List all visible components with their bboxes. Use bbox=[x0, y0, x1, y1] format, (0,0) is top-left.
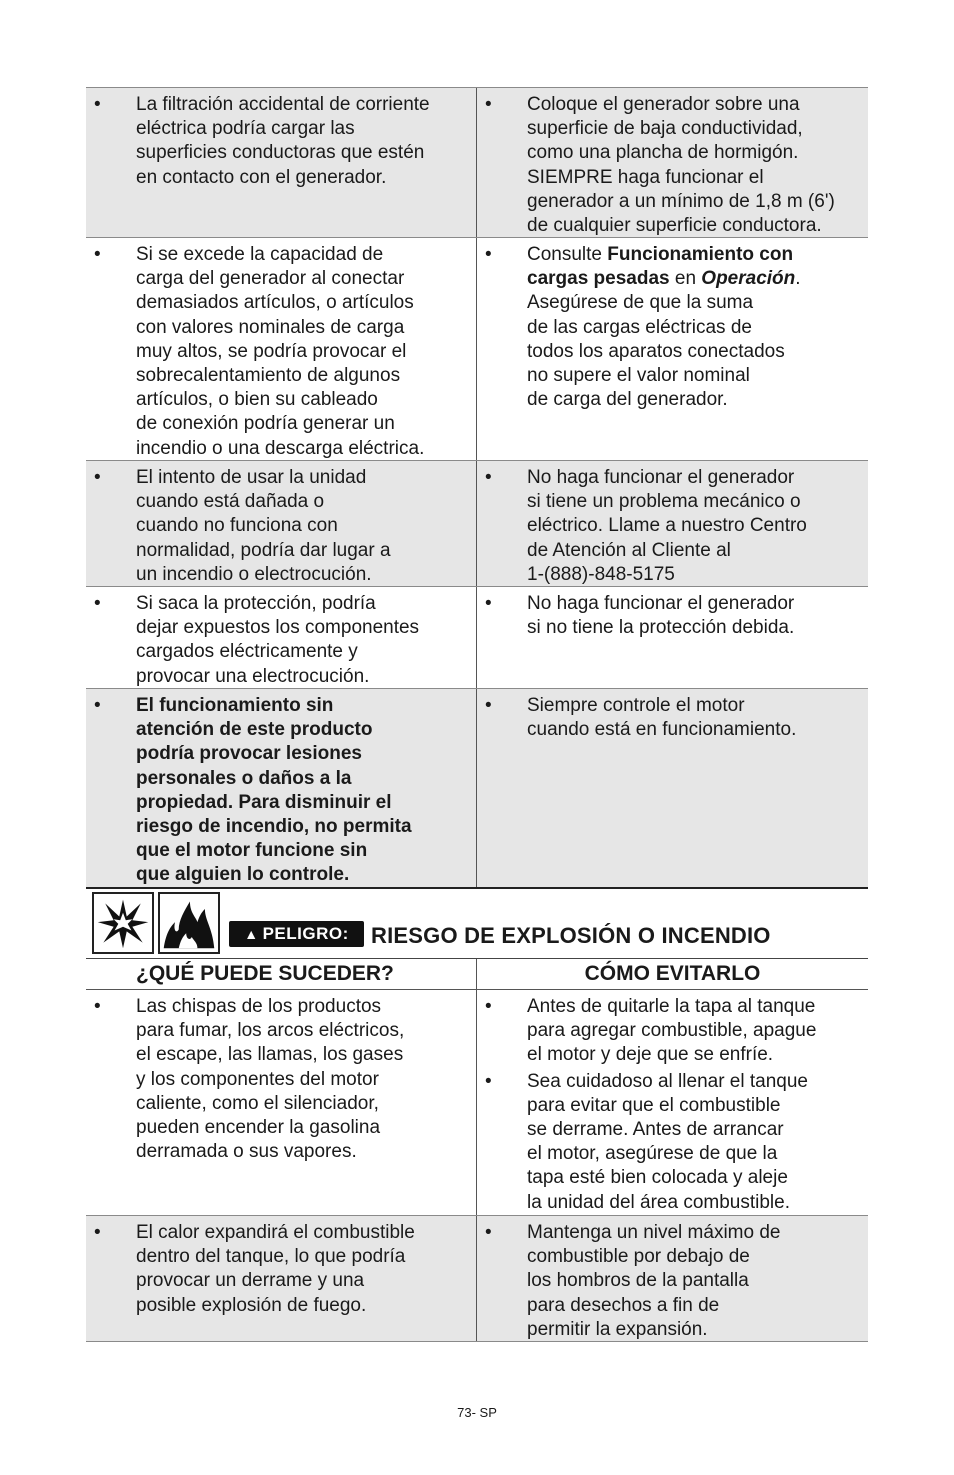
bullet: • bbox=[94, 695, 101, 716]
bullet: • bbox=[94, 996, 101, 1017]
table-row bbox=[86, 1216, 868, 1342]
avoid-text-part: . Asegúrese de que la suma de las cargas eléctricas de todos los aparatos conectados no supere el valor nominal de carga del generador. bbox=[527, 268, 801, 411]
bullet: • bbox=[485, 1222, 492, 1243]
hazard-text: Si saca la protección, podría dejar expuestos los componentes cargados eléctricamente y provocar una electrocución. bbox=[136, 593, 420, 687]
avoid-cell bbox=[477, 1216, 868, 1341]
table-row bbox=[86, 990, 868, 1216]
danger-badge-label: PELIGRO: bbox=[262, 924, 349, 943]
bullet: • bbox=[485, 593, 492, 614]
hazard-cell bbox=[86, 587, 477, 688]
hazard-text: El calor expandirá el combustible dentro del tanque, lo que podría provocar un derrame y una posible explosión de fuego. bbox=[136, 1222, 415, 1316]
avoid-text-part: Consulte bbox=[527, 244, 608, 265]
avoid-cell bbox=[477, 587, 868, 688]
bullet: • bbox=[485, 467, 492, 488]
warning-triangle-icon: ▲ bbox=[244, 926, 259, 942]
avoid-cell bbox=[477, 990, 868, 1215]
bullet: • bbox=[94, 94, 101, 115]
danger-title: RIESGO DE EXPLOSIÓN O INCENDIO bbox=[371, 923, 771, 948]
bullet: • bbox=[94, 467, 101, 488]
avoid-text: No haga funcionar el generador si no tiene la protección debida. bbox=[527, 593, 795, 639]
bullet: • bbox=[94, 593, 101, 614]
hazard-cell bbox=[86, 88, 477, 237]
table-row bbox=[86, 461, 868, 587]
hazard-text: El intento de usar la unidad cuando está dañada o cuando no funciona con normalidad, podría dar lugar a un incendio o electrocución. bbox=[136, 467, 391, 585]
avoid-text: Coloque el generador sobre una superficie de baja conductividad, como una plancha de hormigón. SIEMPRE haga funcionar el generador a un mínimo de 1,8 m (6') de cualquier superficie conductora. bbox=[527, 94, 835, 237]
section-reference: Funcionamiento con cargas pesadas bbox=[527, 244, 794, 290]
table-row bbox=[86, 689, 868, 889]
table-header bbox=[86, 959, 868, 990]
hazard-cell bbox=[86, 238, 477, 460]
chapter-reference: Operación bbox=[701, 268, 796, 290]
column-header-how-to-avoid: CÓMO EVITARLO bbox=[584, 962, 761, 985]
column-header-what-can-happen: ¿QUÉ PUEDE SUCEDER? bbox=[86, 959, 477, 989]
table-row bbox=[86, 238, 868, 461]
avoid-text bbox=[527, 243, 868, 412]
danger-header bbox=[86, 888, 868, 959]
bullet: • bbox=[485, 996, 492, 1017]
explosion-icon bbox=[92, 892, 154, 954]
fire-icon bbox=[158, 892, 220, 954]
bullet: • bbox=[485, 94, 492, 115]
hazard-table-continued bbox=[86, 87, 868, 889]
avoid-cell bbox=[477, 461, 868, 586]
avoid-cell bbox=[477, 238, 868, 460]
table-row bbox=[86, 587, 868, 689]
hazard-text: El funcionamiento sin atención de este producto podría provocar lesiones personales o daños a la propiedad. Para disminuir el riesgo de incendio, no permita que el motor funcione sin que alguien lo controle. bbox=[136, 695, 412, 886]
avoid-text-part: en bbox=[669, 268, 702, 290]
hazard-cell bbox=[86, 990, 477, 1215]
bullet: • bbox=[94, 244, 101, 265]
hazard-text: Si se excede la capacidad de carga del generador al conectar demasiados artículos, o artículos con valores nominales de carga muy altos, se podría provocar el sobrecalentamiento de algunos artículos, o bien su cableado de conexión podría generar un incendio o una descarga eléctrica. bbox=[136, 244, 425, 459]
bullet: • bbox=[485, 695, 492, 716]
hazard-cell bbox=[86, 461, 477, 586]
hazard-text: La filtración accidental de corriente eléctrica podría cargar las superficies conductoras que estén en contacto con el generador. bbox=[136, 94, 430, 188]
danger-badge bbox=[229, 921, 364, 947]
avoid-text: No haga funcionar el generador si tiene un problema mecánico o eléctrico. Llame a nuestro Centro de Atención al Cliente al 1-(888)-848-5175 bbox=[527, 467, 807, 585]
avoid-text: Antes de quitarle la tapa al tanque para agregar combustible, apague el motor y deje que se enfríe. bbox=[527, 996, 817, 1066]
avoid-cell bbox=[477, 88, 868, 237]
page-number: 73- SP bbox=[457, 1405, 497, 1420]
avoid-text: Siempre controle el motor cuando está en funcionamiento. bbox=[527, 695, 797, 741]
bullet: • bbox=[485, 1070, 492, 1092]
bullet: • bbox=[485, 244, 492, 265]
hazard-cell bbox=[86, 1216, 477, 1341]
table-row bbox=[86, 88, 868, 238]
avoid-text: Mantenga un nivel máximo de combustible por debajo de los hombros de la pantalla para desechos a fin de permitir la expansión. bbox=[527, 1222, 781, 1340]
avoid-cell bbox=[477, 689, 868, 887]
hazard-cell bbox=[86, 689, 477, 887]
bullet: • bbox=[94, 1222, 101, 1243]
avoid-text: Sea cuidadoso al llenar el tanque para evitar que el combustible se derrame. Antes de arrancar el motor, asegúrese de que la tapa esté bien colocada y aleje la unidad del área combustible. bbox=[527, 1070, 808, 1213]
explosion-hazard-table bbox=[86, 959, 868, 1342]
hazard-text: Las chispas de los productos para fumar, los arcos eléctricos, el escape, las llamas, los gases y los componentes del motor caliente, como el silenciador, pueden encender la gasolina derramada o sus vapores. bbox=[136, 996, 405, 1163]
